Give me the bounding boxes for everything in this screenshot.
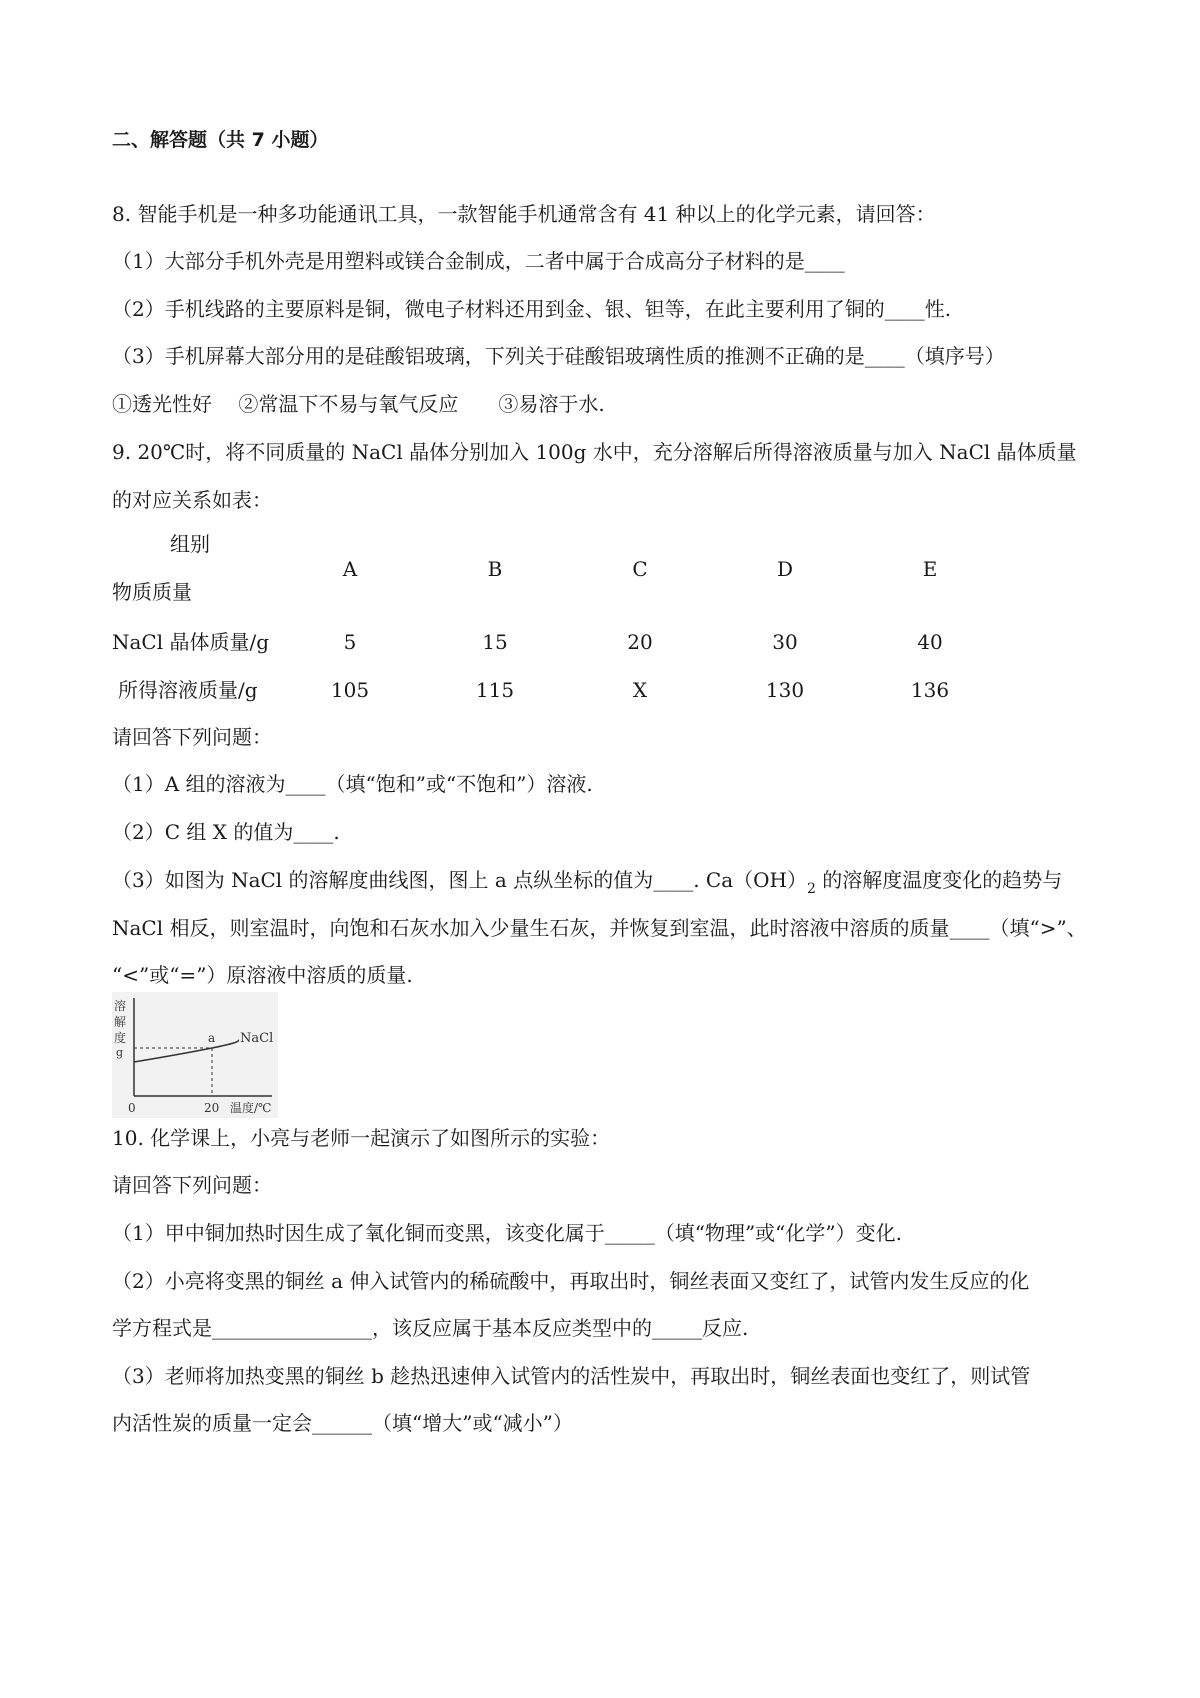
solubility-graph [112,992,278,1118]
q9-part3-subscript: 2 [806,881,816,897]
q8-options: ①透光性好 ②常温下不易与氧气反应 ③易溶于水. [112,392,605,416]
table-group-b: B [487,557,503,581]
table-group-c: C [632,557,648,581]
q9-part3-text-a: （3）如图为 NaCl 的溶解度曲线图，图上 a 点纵坐标的值为____. Ca（OH） [112,868,807,892]
q10-part3-line2: 内活性炭的质量一定会______（填“增大”或“减小”） [112,1411,573,1435]
q9-prompt: 请回答下列问题： [112,725,272,749]
table-row1-d: 30 [772,630,798,654]
table-row2-c: X [632,678,648,702]
table-row2-a: 105 [330,678,370,702]
table-row1-label: NaCl 晶体质量/g [112,630,270,654]
q8-stem: 8. 智能手机是一种多功能通讯工具，一款智能手机通常含有 41 种以上的化学元素，请回答： [112,202,936,226]
q8-part2: （2）手机线路的主要原料是铜，微电子材料还用到金、银、钽等，在此主要利用了铜的____性. [112,297,952,321]
table-row1-c: 20 [627,630,653,654]
q9-part3-text-b: 的溶解度温度变化的趋势与 [815,868,1063,892]
q9-part3-line1 [112,866,1062,897]
q10-prompt: 请回答下列问题： [112,1173,272,1197]
table-header-group: 组别 [170,532,210,556]
nacl-solubility-curve [134,1040,238,1062]
table-row2-d: 130 [765,678,805,702]
q10-part2-line2: 学方程式是________________，该反应属于基本反应类型中的_____反应. [112,1316,749,1340]
q9-stem-line2: 的对应关系如表： [112,488,272,512]
section-title: 二、解答题（共 7 小题） [112,129,329,151]
table-row1-b: 15 [482,630,508,654]
graph-curve-label: NaCl [240,1031,274,1046]
q10-part1: （1）甲中铜加热时因生成了氧化铜而变黑，该变化属于_____（填“物理”或“化学”）变化. [112,1221,902,1245]
q9-stem-line1: 9. 20℃时，将不同质量的 NaCl 晶体分别加入 100g 水中，充分溶解后所得溶液质量与加入 NaCl 晶体质量 [112,440,1077,464]
graph-origin-label: 0 [128,1101,136,1115]
q9-part3-line3: “<”或“=”）原溶液中溶质的质量. [112,963,413,987]
q9-part2: （2）C 组 X 的值为____. [112,820,340,844]
graph-y-label-char-3: 度 [114,1031,127,1045]
table-group-d: D [776,557,794,581]
graph-x-label: 温度/℃ [230,1101,272,1115]
graph-y-label-char-2: 解 [114,1015,127,1029]
table-group-a: A [342,557,358,581]
graph-y-label-char-4: g [116,1046,124,1059]
q8-part1: （1）大部分手机外壳是用塑料或镁合金制成，二者中属于合成高分子材料的是____ [112,249,845,273]
graph-y-label-char-1: 溶 [114,999,127,1013]
graph-x-tick-20: 20 [204,1101,220,1115]
graph-point-a-label: a [208,1031,216,1045]
q8-part3: （3）手机屏幕大部分用的是硅酸铝玻璃，下列关于硅酸铝玻璃性质的推测不正确的是____（填序号） [112,344,1005,368]
q9-part3-line2: NaCl 相反，则室温时，向饱和石灰水加入少量生石灰，并恢复到室温，此时溶液中溶质的质量____（填“>”、 [112,916,1087,940]
table-row2-b: 115 [475,678,515,702]
table-row1-a: 5 [343,630,357,654]
table-row2-label: 所得溶液质量/g [118,678,258,702]
table-group-e: E [922,557,938,581]
q10-stem: 10. 化学课上，小亮与老师一起演示了如图所示的实验： [112,1126,611,1150]
q9-part1: （1）A 组的溶液为____（填“饱和”或“不饱和”）溶液. [112,772,593,796]
table-row1-e: 40 [917,630,943,654]
table-row2-e: 136 [910,678,950,702]
q10-part2-line1: （2）小亮将变黑的铜丝 a 伸入试管内的稀硫酸中，再取出时，铜丝表面又变红了，试管内发生反应的化 [112,1269,1030,1293]
q10-part3-line1: （3）老师将加热变黑的铜丝 b 趁热迅速伸入试管内的活性炭中，再取出时，铜丝表面也变红了，则试管 [112,1364,1031,1388]
table-header-quantity: 物质质量 [112,580,192,604]
